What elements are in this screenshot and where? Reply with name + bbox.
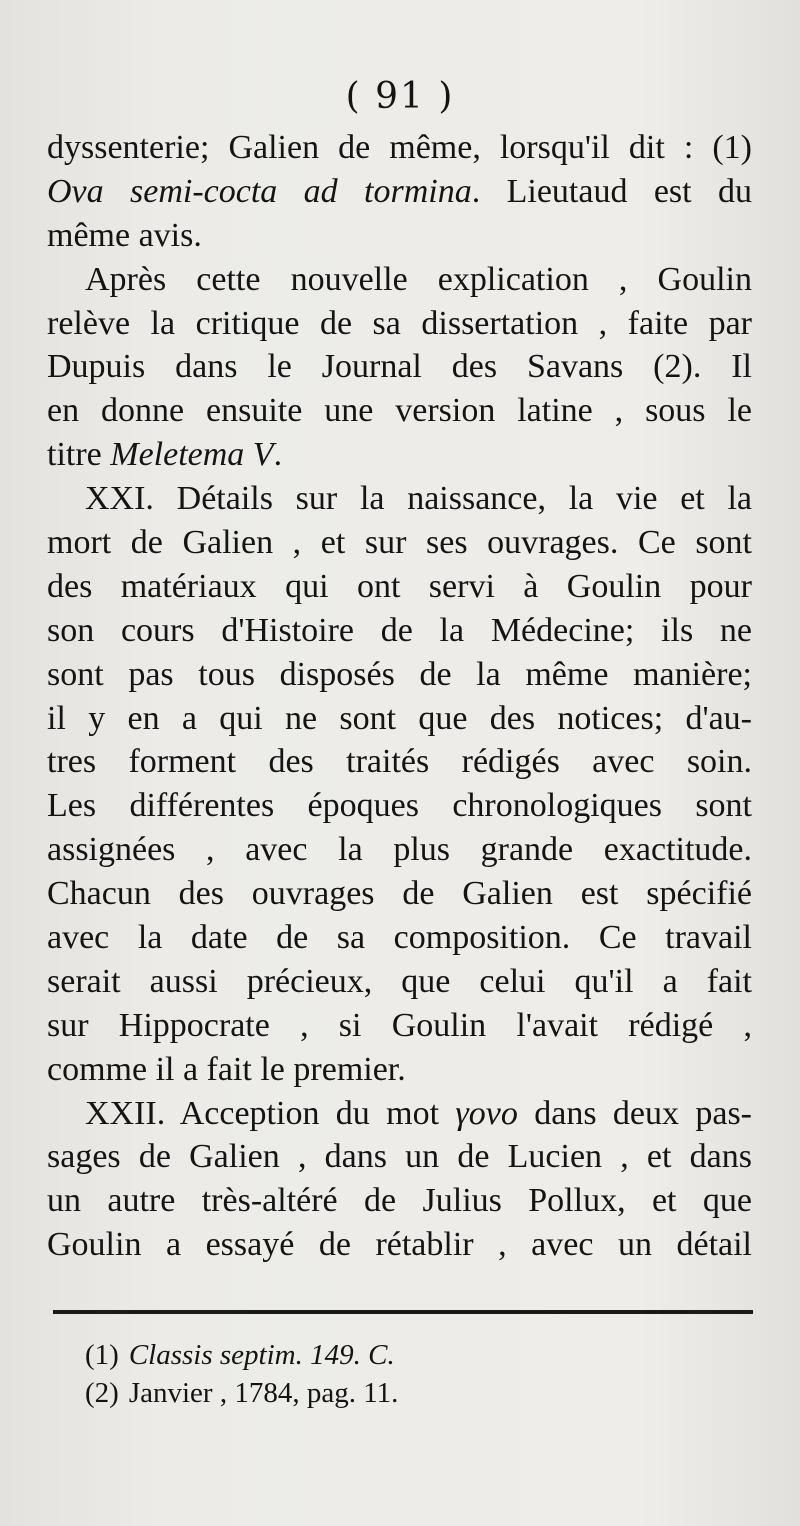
- text-line: relève la critique de sa dissertation , faite par: [47, 304, 752, 342]
- text-line: dyssenterie; Galien de même, lorsqu'il dit : (1): [47, 129, 752, 166]
- footnote-marker: (2): [85, 1377, 119, 1409]
- text-line: même avis.: [47, 216, 202, 254]
- text-line: Goulin a essayé de rétablir , avec un détail: [47, 1226, 752, 1264]
- footnote-rule: [53, 1310, 753, 1314]
- text-line: Les différentes époques chronologiques sont: [47, 787, 752, 825]
- text-line: [47, 1092, 752, 1136]
- text-line: il y en a qui ne sont que des notices; d'au-: [47, 699, 752, 737]
- text-line: [47, 170, 752, 214]
- text-line: [47, 433, 752, 477]
- latin-title: Meletema V: [110, 436, 274, 474]
- text-line: Dupuis dans le Journal des Savans (2). Il: [47, 348, 752, 386]
- text-line: Chacun des ouvrages de Galien est spécifié: [47, 875, 752, 913]
- text-span: .: [273, 436, 283, 474]
- footnote: [85, 1336, 398, 1374]
- footnote-text: Janvier , 1784, pag. 11.: [128, 1377, 399, 1409]
- text-span: XXII. Acception du mot: [85, 1094, 456, 1132]
- text-span: dans deux pas-: [517, 1094, 752, 1132]
- text-line: avec la date de sa composition. Ce travail: [47, 919, 752, 957]
- text-line: sur Hippocrate , si Goulin l'avait rédigé ,: [47, 1006, 752, 1044]
- text-line: Après cette nouvelle explication , Goulin: [85, 260, 752, 298]
- footnotes: [85, 1336, 398, 1412]
- page-number: ( 91 ): [345, 76, 455, 117]
- text-line: assignées , avec la plus grande exactitude.: [47, 831, 752, 869]
- body-text: [47, 126, 752, 1267]
- text-line: tres forment des traités rédigés avec soin.: [47, 743, 752, 781]
- greek-word: γονο: [455, 1094, 518, 1132]
- text-line: sont pas tous disposés de la même manière;: [47, 655, 752, 693]
- latin-quote: Ova semi-cocta ad tormina: [47, 172, 472, 210]
- text-line: comme il a fait le premier.: [47, 1050, 406, 1088]
- text-line: un autre très-altéré de Julius Pollux, et que: [47, 1182, 752, 1220]
- text-line: XXI. Détails sur la naissance, la vie et la: [85, 480, 752, 518]
- footnote: [85, 1374, 398, 1412]
- footnote-text: Classis septim. 149. C.: [128, 1339, 395, 1371]
- text-line: mort de Galien , et sur ses ouvrages. Ce sont: [47, 524, 752, 562]
- footnote-marker: (1): [85, 1339, 119, 1371]
- text-line: serait aussi précieux, que celui qu'il a fait: [47, 962, 752, 1000]
- text-line: sages de Galien , dans un de Lucien , et dans: [47, 1138, 752, 1176]
- text-span: . Lieutaud est du: [471, 172, 752, 210]
- text-line: son cours d'Histoire de la Médecine; ils ne: [47, 611, 752, 649]
- text-line: des matériaux qui ont servi à Goulin pour: [47, 567, 752, 605]
- text-line: en donne ensuite une version latine , sous le: [47, 392, 752, 430]
- text-span: titre: [47, 436, 111, 474]
